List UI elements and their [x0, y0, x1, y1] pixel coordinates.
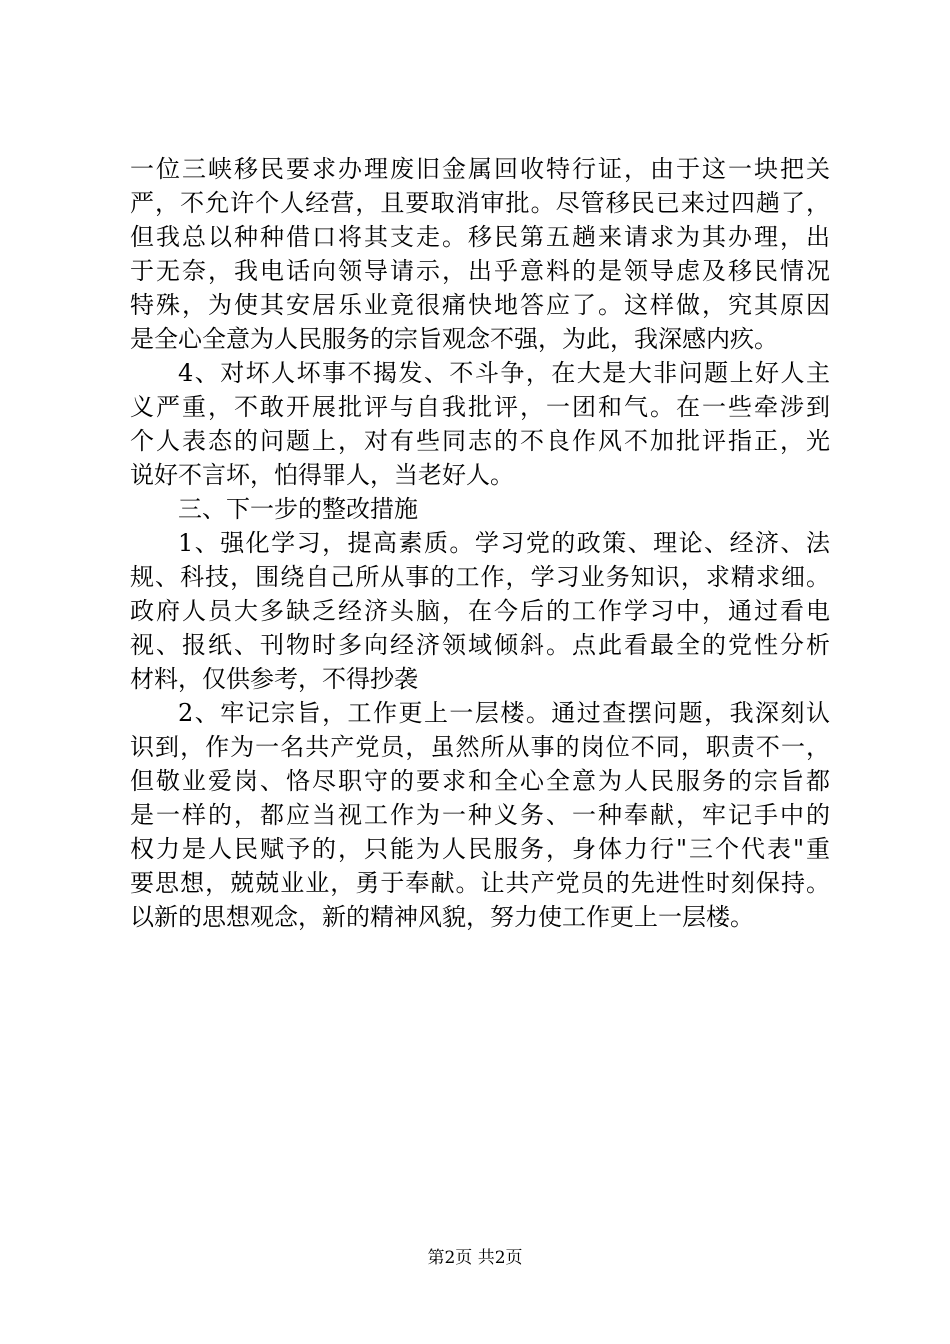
text-line: 规、科技，围绕自己所从事的工作，学习业务知识，求精求细。 — [130, 563, 830, 591]
text-line: 要思想，兢兢业业，勇于奉献。让共产党员的先进性时刻保持。 — [130, 869, 830, 897]
text-line: 是全心全意为人民服务的宗旨观念不强，为此，我深感内疚。 — [130, 325, 778, 353]
text-line: 但我总以种种借口将其支走。移民第五趟来请求为其办理，出 — [130, 223, 830, 251]
text-line: 说好不言坏，怕得罪人，当老好人。 — [130, 461, 514, 489]
text-line: 特殊，为使其安居乐业竟很痛快地答应了。这样做，究其原因 — [130, 291, 830, 319]
paragraph-start-line: 2、牢记宗旨，工作更上一层楼。通过查摆问题，我深刻认 — [178, 699, 830, 727]
text-line: 识到，作为一名共产党员，虽然所从事的岗位不同，职责不一， — [130, 733, 830, 761]
text-line: 权力是人民赋予的，只能为人民服务，身体力行"三个代表"重 — [130, 835, 830, 863]
text-line: 视、报纸、刊物时多向经济领域倾斜。点此看最全的党性分析 — [130, 631, 830, 659]
text-line: 以新的思想观念，新的精神风貌，努力使工作更上一层楼。 — [130, 903, 754, 931]
paragraph-start-line: 1、强化学习，提高素质。学习党的政策、理论、经济、法 — [178, 529, 830, 557]
paragraph-start-line: 4、对坏人坏事不揭发、不斗争，在大是大非问题上好人主 — [178, 359, 830, 387]
section-heading: 三、下一步的整改措施 — [178, 495, 418, 523]
text-line: 但敬业爱岗、恪尽职守的要求和全心全意为人民服务的宗旨都 — [130, 767, 830, 795]
text-line: 政府人员大多缺乏经济头脑，在今后的工作学习中，通过看电 — [130, 597, 830, 625]
text-line: 一位三峡移民要求办理废旧金属回收特行证，由于这一块把关 — [130, 155, 830, 183]
text-line: 是一样的，都应当视工作为一种义务、一种奉献，牢记手中的 — [130, 801, 830, 829]
body-text — [130, 152, 830, 934]
text-line: 义严重，不敢开展批评与自我批评，一团和气。在一些牵涉到 — [130, 393, 830, 421]
text-line: 于无奈，我电话向领导请示，出乎意料的是领导虑及移民情况 — [130, 257, 830, 285]
text-line: 材料，仅供参考，不得抄袭 — [130, 665, 418, 693]
text-line: 个人表态的问题上，对有些同志的不良作风不加批评指正，光 — [130, 427, 830, 455]
page-number-footer: 第2页 共2页 — [427, 1248, 523, 1268]
text-line: 严，不允许个人经营，且要取消审批。尽管移民已来过四趟了， — [130, 189, 830, 217]
